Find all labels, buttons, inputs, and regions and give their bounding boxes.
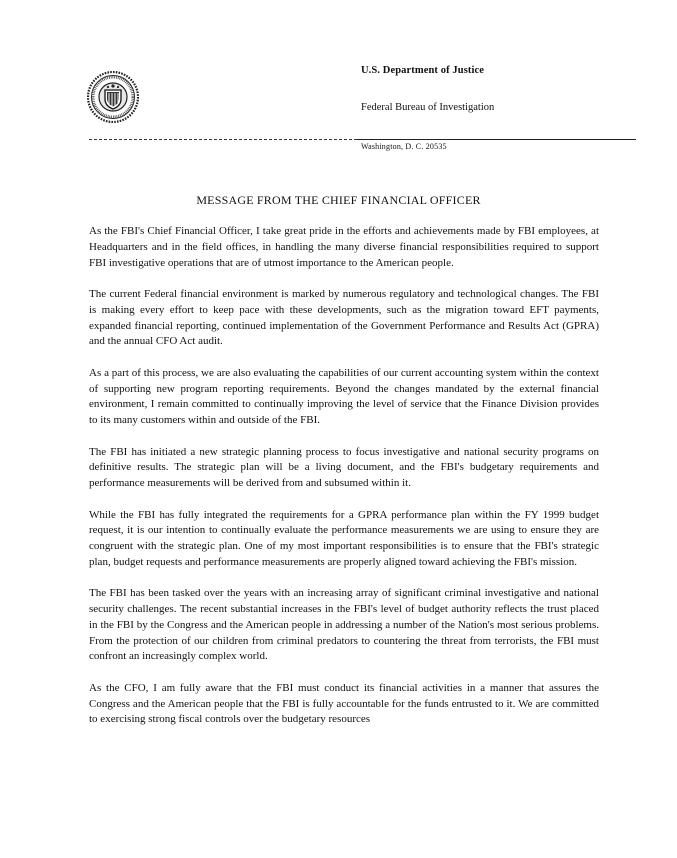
page-title: MESSAGE FROM THE CHIEF FINANCIAL OFFICER (196, 193, 481, 207)
paragraph: As a part of this process, we are also evaluating the capabilities of our current accounting system within the context of supporting new program reporting requirements. Beyond the changes mandated by the external financial environment, I remain committed to continually improving the level of service that the Finance Division provides to its many customers within and outside of the FBI. (89, 366, 599, 426)
letterhead-rule-dashed (89, 139, 357, 140)
bureau-name: Federal Bureau of Investigation (361, 102, 495, 113)
paragraph: The FBI has initiated a new strategic planning process to focus investigative and national security programs on definitive results. The strategic plan will be a living document, and the FBI's budgetary requirements and performance measurements will be derived from and subsumed within it. (89, 445, 599, 489)
fbi-seal-icon (87, 71, 139, 123)
paragraph: As the CFO, I am fully aware that the FBI must conduct its financial activities in a manner that assures the Congress and the American people that the FBI is fully accountable for the funds entrusted to it. We are committed to exercising strong fiscal controls over the budgetary resources (89, 681, 599, 726)
department-name: U.S. Department of Justice (361, 65, 485, 76)
paragraph: The FBI has been tasked over the years with an increasing array of significant criminal investigative and national security challenges. The recent substantial increases in the FBI's level of budget authority reflects the trust placed in the FBI by the Congress and the American people in addressing a number of the Nation's most serious problems. From the protection of our children from criminal predators to countering the threat from terrorists, the FBI must confront an increasingly complex world. (89, 587, 599, 663)
paragraph: As the FBI's Chief Financial Officer, I take great pride in the efforts and achievements made by FBI employees, at Headquarters and in the field offices, in handling the many diverse financial responsibilities required to support FBI investigative operations that are of utmost importance to the American people. (89, 225, 599, 269)
paragraph: The current Federal financial environment is marked by numerous regulatory and technological changes. The FBI is making every effort to keep pace with these developments, such as the migration toward EFT payments, expanded financial reporting, continued implementation of the Government Performance and Results Act (GPRA) and the annual CFO Act audit. (89, 288, 599, 348)
paragraph: While the FBI has fully integrated the requirements for a GPRA performance plan within the FY 1999 budget request, it is our intention to continually evaluate the performance measurements we are using to ensure they are congruent with the strategic plan. One of my most important responsibilities is to ensure that the FBI's strategic plan, budget requests and performance measurements are properly aligned toward achieving the FBI's mission. (89, 508, 599, 568)
letterhead-rule-solid (357, 139, 636, 140)
message-body (89, 224, 599, 744)
location-line: Washington, D. C. 20535 (361, 142, 447, 151)
